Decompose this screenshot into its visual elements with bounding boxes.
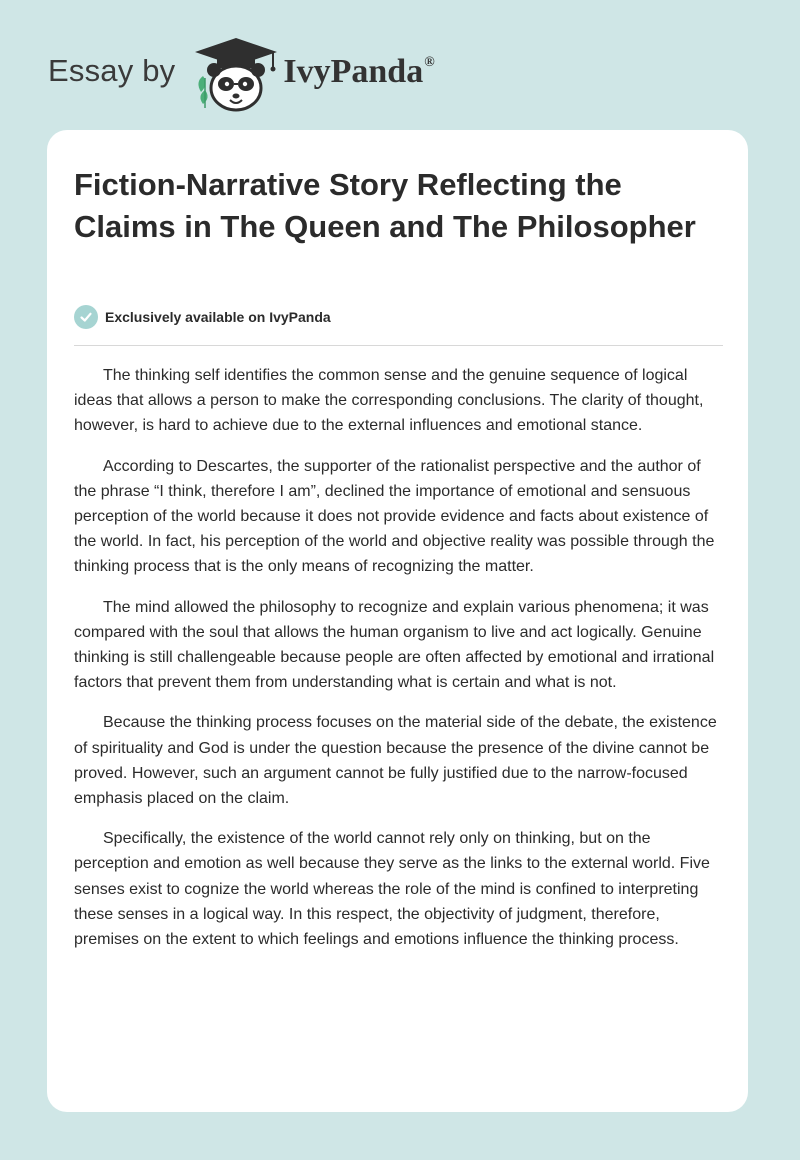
paragraph: According to Descartes, the supporter of the rationalist perspective and the author of the phrase “I think, therefore I am”, declined the importance of emotional and sensuous perception of the world because it does not provide evidence and facts about existence of the world. In fact, his perception of the world and objective reality was possible through the thinking process that is the only means of recognizing the matter.	[74, 457, 715, 576]
essay-by-label: Essay by	[48, 53, 176, 88]
availability-text: Exclusively available on IvyPanda	[105, 309, 331, 325]
registered-mark: ®	[424, 55, 435, 70]
availability-badge	[74, 305, 331, 329]
brand-text: IvyPanda	[283, 53, 424, 90]
essay-body	[74, 363, 724, 967]
paragraph: Because the thinking process focuses on the material side of the debate, the existence of spirituality and God is under the question because the presence of the divine cannot be proved. However, such an argument cannot be fully justified due to the narrow-focused emphasis placed on the claim.	[74, 714, 717, 808]
brand-name	[283, 53, 434, 91]
divider	[74, 345, 723, 346]
paragraph: The mind allowed the philosophy to recognize and explain various phenomena; it was compared with the soul that allows the human organism to live and act logically. Genuine thinking is still challengeable because people are often affected by emotional and irrational factors that prevent them from understanding what is certain and what is not.	[74, 598, 715, 692]
paragraph: Specifically, the existence of the world cannot rely only on thinking, but on the perception and emotion as well because they serve as the links to the external world. Five senses exist to cognize the world whereas the role of the mind is confined to interpreting these senses in a logical way. In this respect, the objectivity of judgment, therefore, premises on the extent to which feelings and emotions influence the thinking process.	[74, 830, 710, 949]
site-header	[48, 34, 435, 114]
page-title: Fiction-Narrative Story Reflecting the Claims in The Queen and The Philosopher	[74, 167, 696, 244]
check-circle-icon	[74, 305, 98, 329]
panda-graduate-icon	[193, 34, 279, 114]
paragraph: The thinking self identifies the common sense and the genuine sequence of logical ideas that allows a person to make the corresponding conclusions. The clarity of thought, however, is hard to achieve due to the external influences and emotional stance.	[74, 367, 704, 435]
essay-card	[47, 130, 748, 1112]
